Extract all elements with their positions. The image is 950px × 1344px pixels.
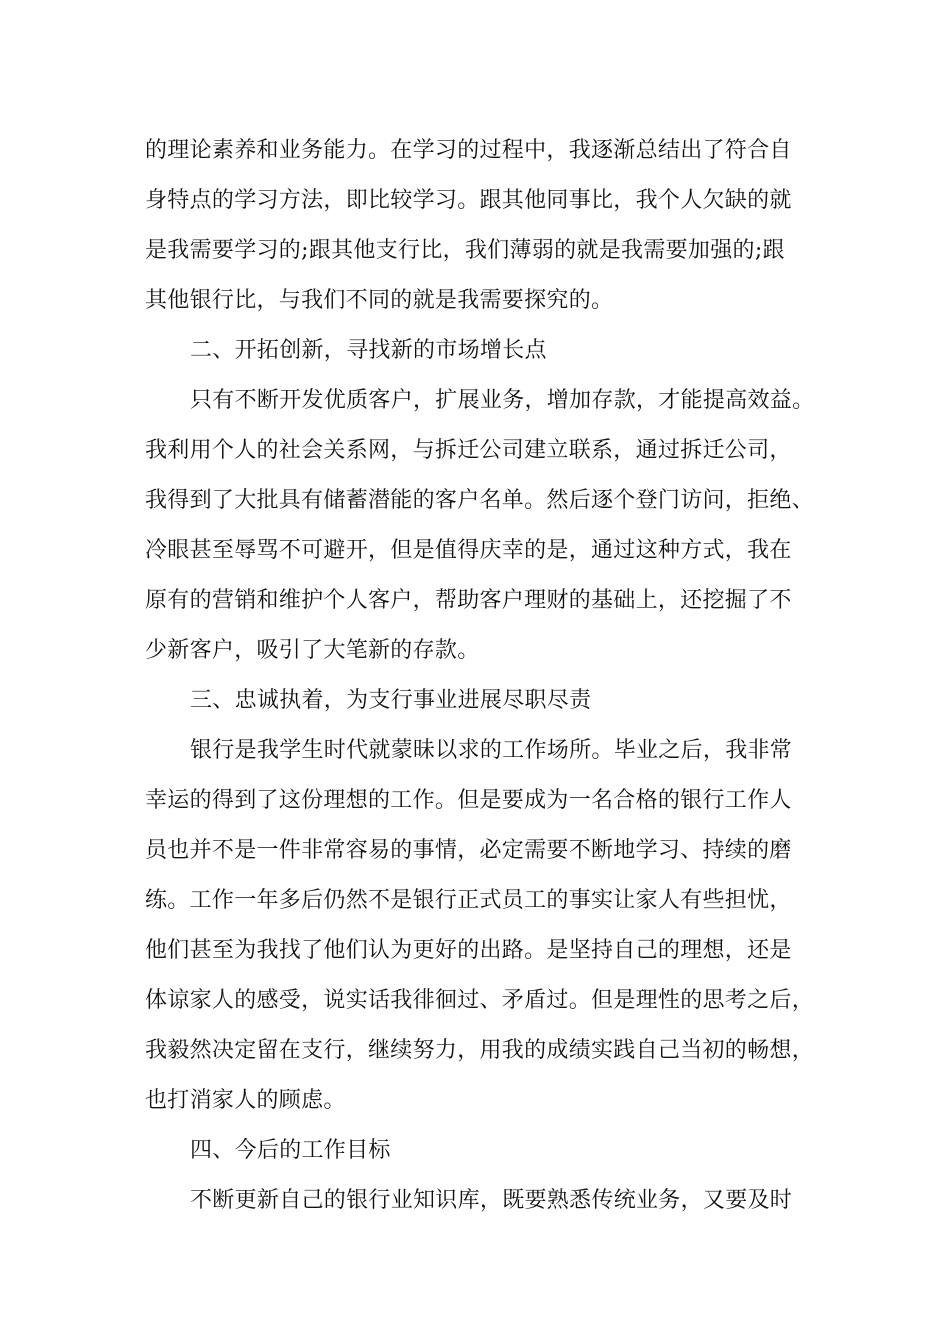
body-line: 其他银行比，与我们不同的就是我需要探究的。 [145,288,614,313]
body-line: 员也并不是一件非常容易的事情，必定需要不断地学习、持续的磨 [145,838,792,863]
body-line: 我毅然决定留在支行，继续努力，用我的成绩实践自己当初的畅想， [145,1038,815,1063]
body-line: 不断更新自己的银行业知识库，既要熟悉传统业务，又要及时 [190,1188,793,1213]
body-line: 只有不断开发优质客户，扩展业务，增加存款，才能提高效益。 [190,388,815,413]
body-line: 幸运的得到了这份理想的工作。但是要成为一名合格的银行工作人 [145,788,792,813]
body-line: 我利用个人的社会关系网，与拆迁公司建立联系，通过拆迁公司， [145,438,792,463]
body-line: 冷眼甚至辱骂不可避开，但是值得庆幸的是，通过这种方式，我在 [145,538,792,563]
body-line: 银行是我学生时代就蒙昧以求的工作场所。毕业之后，我非常 [190,738,793,763]
section-heading: 二、开拓创新，寻找新的市场增长点 [190,338,547,363]
body-line: 我得到了大批具有储蓄潜能的客户名单。然后逐个登门访问，拒绝、 [145,488,815,513]
body-line: 体谅家人的感受，说实话我徘徊过、矛盾过。但是理性的思考之后， [145,988,815,1013]
body-line: 是我需要学习的;跟其他支行比，我们薄弱的就是我需要加强的;跟 [145,238,785,263]
body-line: 练。工作一年多后仍然不是银行正式员工的事实让家人有些担忧， [145,888,792,913]
body-line: 身特点的学习方法，即比较学习。跟其他同事比，我个人欠缺的就 [145,188,792,213]
body-line: 也打消家人的顾虑。 [145,1088,346,1113]
body-line: 他们甚至为我找了他们认为更好的出路。是坚持自己的理想，还是 [145,938,792,963]
section-heading: 三、忠诚执着，为支行事业进展尽职尽责 [190,688,592,713]
body-line: 少新客户，吸引了大笔新的存款。 [145,638,480,663]
body-line: 原有的营销和维护个人客户，帮助客户理财的基础上，还挖掘了不 [145,588,792,613]
section-heading: 四、今后的工作目标 [190,1138,391,1163]
body-line: 的理论素养和业务能力。在学习的过程中，我逐渐总结出了符合自 [145,138,792,163]
